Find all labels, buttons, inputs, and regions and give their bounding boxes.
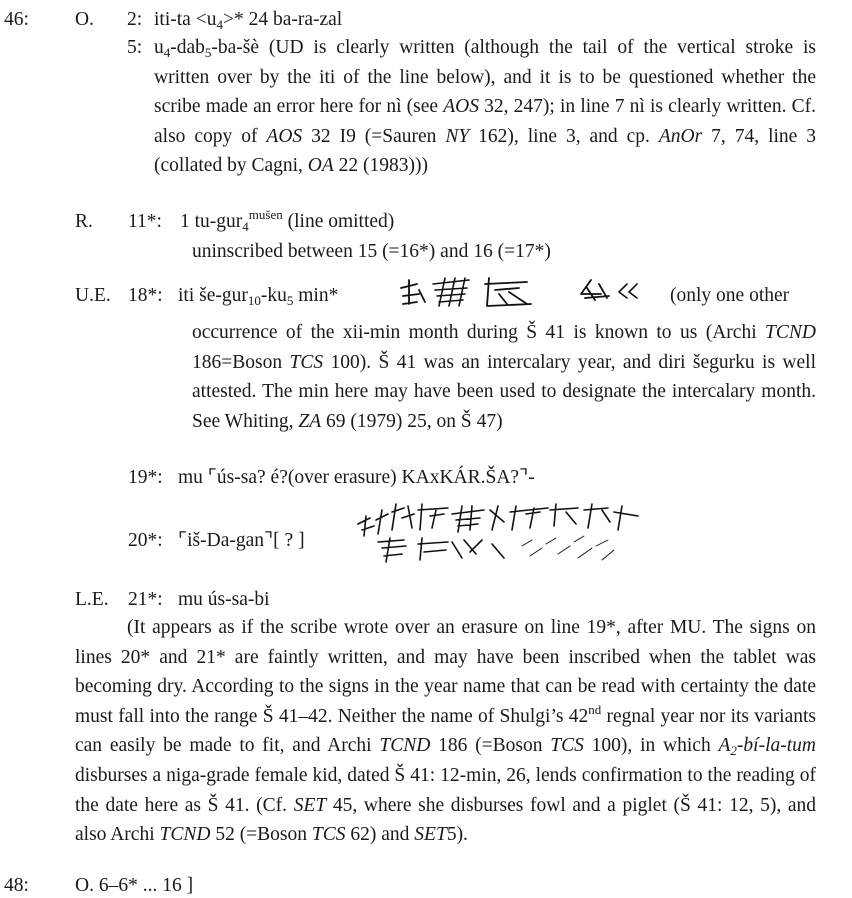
side-label-left-edge: L.E.	[75, 589, 109, 610]
next-entry-text: O. 6–6* ... 16 ]	[75, 875, 194, 896]
commentary-paragraph: (It appears as if the scribe wrote over an erasure on line 19*, after MU. The signs on lines 20* and 21* are faintly written, and may have been inscribed when the tablet was becoming dry. According to the signs in the year name that can be read with certainty the date must fall into the range Š 41–42. Neither the name of Shulgi’s 42nd regnal year nor its variants can easily be made to fit, and Archi TCND 186 (=Boson TCS 100), in which $A_2-bí-la$-tum disburses a niga-grade female kid, dated Š 41: 12-min, 26, lends confirmation to the reading of the date here as Š 41. (Cf. SET 45, where she disburses fowl and a piglet (Š 41: 12, 5), and also Archi TCND 52 (=Boson TCS 62) and SET5).	[75, 617, 817, 846]
line-number: 11*:	[128, 211, 162, 232]
side-label-obverse: O.	[75, 9, 94, 30]
line-number: 2:	[127, 9, 143, 30]
line-commentary: $u_4-dab_5-ba-šè$ (UD is clearly written (although the tail of the vertical stroke is written over by the iti of the line below), and it is to be questioned whether the scribe made an error here for nì (see AOS 32, 247); in line 7 nì is clearly written. Cf. also copy of AOS 32 I9 (=Sauren NY 162), line 3, and cp. AnOr 7, 74, line 3 (collated by Cagni, OA 22 (1983)))	[154, 37, 817, 177]
line-number: 21*:	[128, 589, 163, 610]
line-text: $iti-ta <u_4>*$ 24 ba-ra-zal	[154, 9, 343, 32]
line-text: ⌜iš-Da-gan⌝[ ? ]	[178, 530, 305, 551]
side-label-upper-edge: U.E.	[75, 285, 111, 306]
line-commentary: occurrence of the xii-min month during Š 41 is known to us (Archi TCND 186=Boson TCS 100). Š 41 was an intercalary year, and diri šegurku is well attested. The min here may have been used to designate the intercalary month. See Whiting, ZA 69 (1979) 25, on Š 47)	[192, 322, 816, 432]
line-number: 18*:	[128, 285, 163, 306]
line-text: 1 tu-gur$_4^{mušen}$ (line omitted)	[180, 207, 395, 234]
side-label-reverse: R.	[75, 211, 93, 232]
line-number: 19*:	[128, 467, 163, 488]
cuneiform-signs-line20	[352, 500, 644, 566]
next-entry-number: 48:	[4, 875, 29, 896]
line-text: mu ús-sa-bi	[178, 589, 270, 610]
entry-number: 46:	[4, 9, 29, 30]
line-text-paren: (only one other	[670, 285, 790, 306]
cuneiform-signs-line18	[395, 274, 645, 314]
line-text: mu ⌜ús-sa? é?(over erasure) KAxKÁR.ŠA?⌝-	[178, 467, 535, 488]
uninscribed-note: uninscribed between 15 (=16*) and 16 (=17*)	[192, 241, 551, 262]
line-number: 5:	[127, 37, 143, 58]
line-number: 20*:	[128, 530, 163, 551]
line-text: iti $še-gur_{10}-ku_5$ min*	[178, 285, 339, 308]
